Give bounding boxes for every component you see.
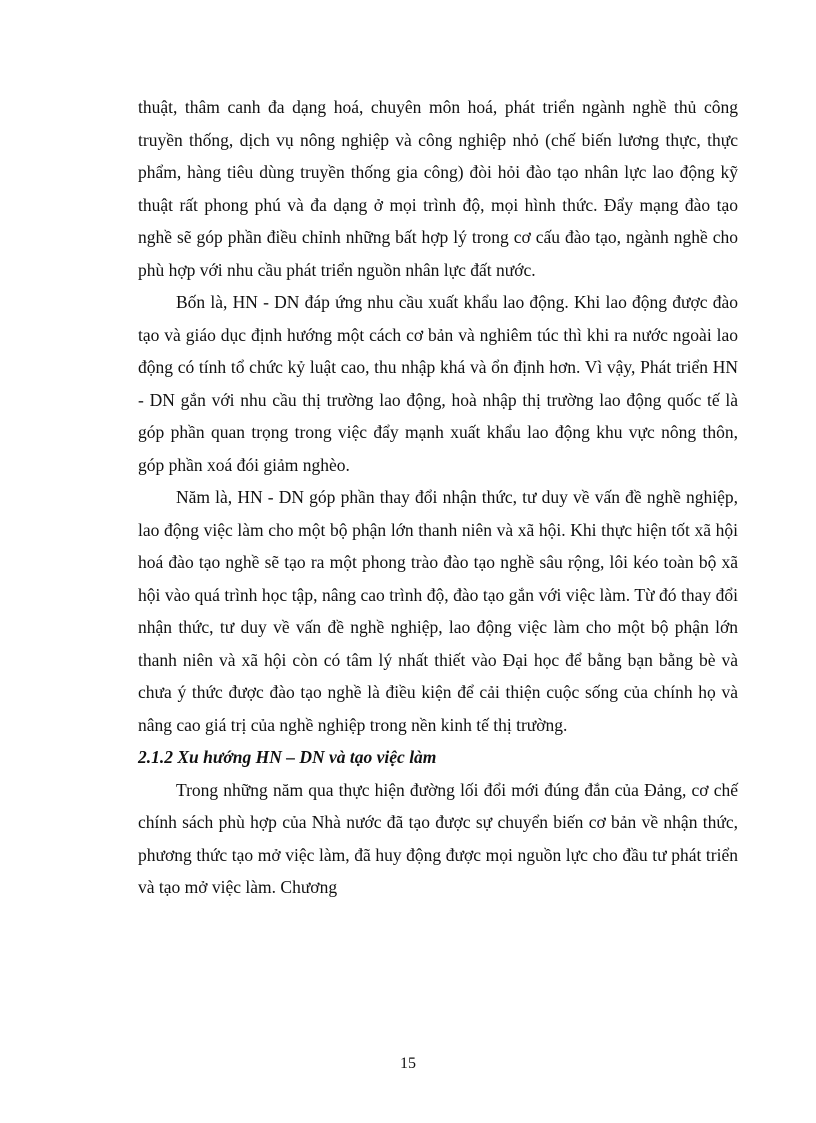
paragraph-bon-la: Bốn là, HN - DN đáp ứng nhu cầu xuất khẩu lao động. Khi lao động được đào tạo và giáo dục định hướng một cách cơ bản và nghiêm túc thì khi ra nước ngoài lao động có tính tổ chức kỷ luật cao, thu nhập khá và ổn định hơn. Vì vậy, Phát triển HN - DN gắn với nhu cầu thị trường lao động, hoà nhập thị trường lao động quốc tế là góp phần quan trọng trong việc đẩy mạnh xuất khẩu lao động khu vực nông thôn, góp phần xoá đói giảm nghèo. (138, 292, 738, 475)
paragraph-section-intro: Trong những năm qua thực hiện đường lối đổi mới đúng đắn của Đảng, cơ chế chính sách phù hợp của Nhà nước đã tạo được sự chuyển biến cơ bản về nhận thức, phương thức tạo mở việc làm, đã huy động được mọi nguồn lực cho đầu tư phát triển và tạo mở việc làm. Chương (138, 779, 738, 897)
paragraph-nam-la: Năm là, HN - DN góp phần thay đổi nhận thức, tư duy về vấn đề nghề nghiệp, lao động việc làm cho một bộ phận lớn thanh niên và xã hội. Khi thực hiện tốt xã hội hoá đào tạo nghề sẽ tạo ra một phong trào đào tạo nghề sâu rộng, lôi kéo toàn bộ xã hội vào quá trình học tập, nâng cao trình độ, đào tạo gắn với việc làm. Từ đó thay đổi nhận thức, tư duy về vấn đề nghề nghiệp, lao động việc làm cho một bộ phận lớn thanh niên và xã hội còn có tâm lý nhất thiết vào Đại học để bằng bạn bằng bè và chưa ý thức được đào tạo nghề là điều kiện để cải thiện cuộc sống của chính họ và nâng cao giá trị của nghề nghiệp trong nền kinh tế thị trường. (138, 487, 738, 735)
document-page (138, 91, 738, 904)
paragraph-continuation: thuật, thâm canh đa dạng hoá, chuyên môn hoá, phát triển ngành nghề thủ công truyền thống, dịch vụ nông nghiệp và công nghiệp nhỏ (chế biến lương thực, thực phẩm, hàng tiêu dùng truyền thống gia công) đòi hỏi đào tạo nhân lực lao động kỹ thuật rất phong phú và đa dạng ở mọi trình độ, mọi hình thức. Đẩy mạng đào tạo nghề sẽ góp phần điều chỉnh những bất hợp lý trong cơ cấu đào tạo, ngành nghề cho phù hợp với nhu cầu phát triển nguồn nhân lực đất nước. (138, 97, 738, 280)
page-number: 15 (400, 1055, 416, 1072)
section-heading: 2.1.2 Xu hướng HN – DN và tạo việc làm (138, 747, 437, 767)
